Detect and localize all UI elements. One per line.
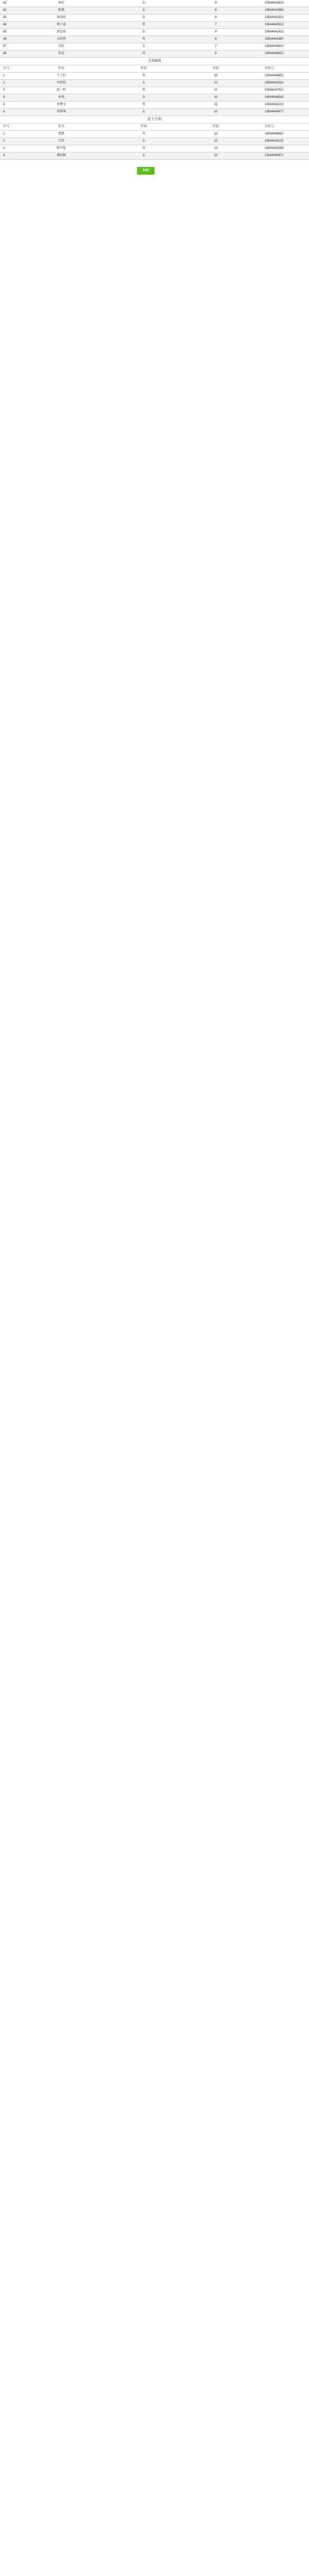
table-row	[0, 138, 309, 145]
cell-age: 10	[182, 80, 249, 87]
cell-phone: 18544448867	[249, 131, 309, 138]
header-cell-number: 序号	[0, 65, 18, 73]
cell-gender: 男	[105, 131, 182, 138]
cell-number: 4	[0, 94, 18, 101]
cell-number: 3	[0, 87, 18, 94]
roster-table	[0, 0, 309, 58]
cell-phone: 18544448542	[249, 94, 309, 101]
cell-phone: 15544441123	[249, 138, 309, 145]
section-title: 大班B组	[0, 58, 309, 65]
table-row	[0, 87, 309, 94]
cell-phone: 18544441987	[249, 36, 309, 43]
cell-name: 王子轩	[18, 73, 105, 80]
table-row	[0, 152, 309, 160]
table-row	[0, 101, 309, 109]
header-cell-number: 序号	[0, 124, 18, 131]
cell-name: 周博文	[18, 101, 105, 109]
cell-name: 李欣怡	[18, 80, 105, 87]
cell-age: 12	[182, 131, 249, 138]
end-badge: END	[137, 167, 154, 175]
header-cell-gender: 性别	[105, 124, 182, 131]
cell-name: 钱梦琪	[18, 109, 105, 116]
cell-age: 8	[182, 36, 249, 43]
cell-number: 84	[0, 22, 18, 29]
header-cell-age: 年龄	[182, 65, 249, 73]
cell-phone: 15544443512	[249, 22, 309, 29]
cell-gender: 女	[105, 14, 182, 22]
cell-name: 孙悦	[18, 94, 105, 101]
cell-phone: 15544442632	[249, 0, 309, 7]
cell-age: 13	[182, 145, 249, 152]
table-row	[0, 80, 309, 87]
cell-age: 8	[182, 29, 249, 36]
cell-age: 12	[182, 138, 249, 145]
roster-table	[0, 124, 309, 160]
cell-number: 4	[0, 152, 18, 160]
cell-gender: 男	[105, 50, 182, 58]
cell-age: 7	[182, 22, 249, 29]
table-header-row	[0, 124, 309, 131]
table-row	[0, 145, 309, 152]
roster-document	[0, 0, 309, 160]
cell-gender: 女	[105, 94, 182, 101]
table-header-row	[0, 65, 309, 73]
cell-number: 1	[0, 73, 18, 80]
cell-name: 赵一鸣	[18, 87, 105, 94]
cell-phone: 18544446677	[249, 109, 309, 116]
cell-number: 85	[0, 29, 18, 36]
header-cell-phone: 手机号	[249, 65, 309, 73]
cell-phone: 15544447021	[249, 87, 309, 94]
cell-name: 林子豪	[18, 22, 105, 29]
table-row	[0, 73, 309, 80]
header-cell-name: 姓名	[18, 124, 105, 131]
cell-number: 2	[0, 80, 18, 87]
cell-gender: 女	[105, 152, 182, 160]
table-row	[0, 29, 309, 36]
cell-phone: 15544440871	[249, 152, 309, 160]
cell-phone: 15544442210	[249, 101, 309, 109]
cell-phone: 18544443321	[249, 80, 309, 87]
cell-name: 周雨欣	[18, 14, 105, 22]
header-cell-name: 姓名	[18, 65, 105, 73]
cell-name: 徐若	[18, 0, 105, 7]
cell-name: 陈宇航	[18, 145, 105, 152]
cell-gender: 男	[105, 87, 182, 94]
cell-name: 褚雨桐	[18, 152, 105, 160]
cell-age: 12	[182, 152, 249, 160]
cell-age: 8	[182, 50, 249, 58]
cell-gender: 女	[105, 43, 182, 50]
cell-name: 张晨	[18, 50, 105, 58]
cell-number: 83	[0, 14, 18, 22]
cell-name: 黄思雨	[18, 29, 105, 36]
cell-number: 5	[0, 101, 18, 109]
cell-number: 87	[0, 43, 18, 50]
cell-phone: 15544449652	[249, 73, 309, 80]
section-title: 启宁小班	[0, 116, 309, 124]
cell-phone: 18544441985	[249, 7, 309, 14]
cell-number: 6	[0, 109, 18, 116]
cell-gender: 女	[105, 7, 182, 14]
cell-age: 7	[182, 43, 249, 50]
cell-phone: 15544446631	[249, 43, 309, 50]
cell-age: 8	[182, 7, 249, 14]
table-row	[0, 131, 309, 138]
cell-gender: 女	[105, 80, 182, 87]
cell-age: 10	[182, 94, 249, 101]
cell-number: 2	[0, 138, 18, 145]
cell-number: 86	[0, 36, 18, 43]
cell-age: 10	[182, 73, 249, 80]
cell-age: 8	[182, 0, 249, 7]
cell-gender: 女	[105, 0, 182, 7]
cell-number: 88	[0, 50, 18, 58]
table-row	[0, 36, 309, 43]
cell-gender: 男	[105, 73, 182, 80]
footer	[0, 160, 309, 180]
cell-phone: 18544441521	[249, 14, 309, 22]
table-row	[0, 22, 309, 29]
cell-name: 刘佳	[18, 43, 105, 50]
cell-name: 陈琪	[18, 7, 105, 14]
cell-age: 11	[182, 87, 249, 94]
cell-age: 10	[182, 109, 249, 116]
header-cell-gender: 性别	[105, 65, 182, 73]
cell-gender: 女	[105, 109, 182, 116]
cell-gender: 男	[105, 101, 182, 109]
cell-name: 郑凯	[18, 131, 105, 138]
roster-table	[0, 65, 309, 116]
cell-gender: 女	[105, 138, 182, 145]
cell-gender: 男	[105, 22, 182, 29]
cell-number: 82	[0, 7, 18, 14]
cell-gender: 女	[105, 29, 182, 36]
cell-name: 吴浩然	[18, 36, 105, 43]
cell-phone: 18544441412	[249, 29, 309, 36]
cell-name: 冯雪	[18, 138, 105, 145]
table-row	[0, 7, 309, 14]
table-row	[0, 94, 309, 101]
table-row	[0, 0, 309, 7]
cell-number: 3	[0, 145, 18, 152]
cell-gender: 男	[105, 36, 182, 43]
cell-gender: 男	[105, 145, 182, 152]
cell-number: 81	[0, 0, 18, 7]
cell-phone: 18544446821	[249, 50, 309, 58]
cell-number: 1	[0, 131, 18, 138]
header-cell-phone: 手机号	[249, 124, 309, 131]
table-row	[0, 109, 309, 116]
table-row	[0, 43, 309, 50]
cell-age: 11	[182, 101, 249, 109]
cell-phone: 18544442098	[249, 145, 309, 152]
table-row	[0, 50, 309, 58]
header-cell-age: 年龄	[182, 124, 249, 131]
table-row	[0, 14, 309, 22]
cell-age: 8	[182, 14, 249, 22]
